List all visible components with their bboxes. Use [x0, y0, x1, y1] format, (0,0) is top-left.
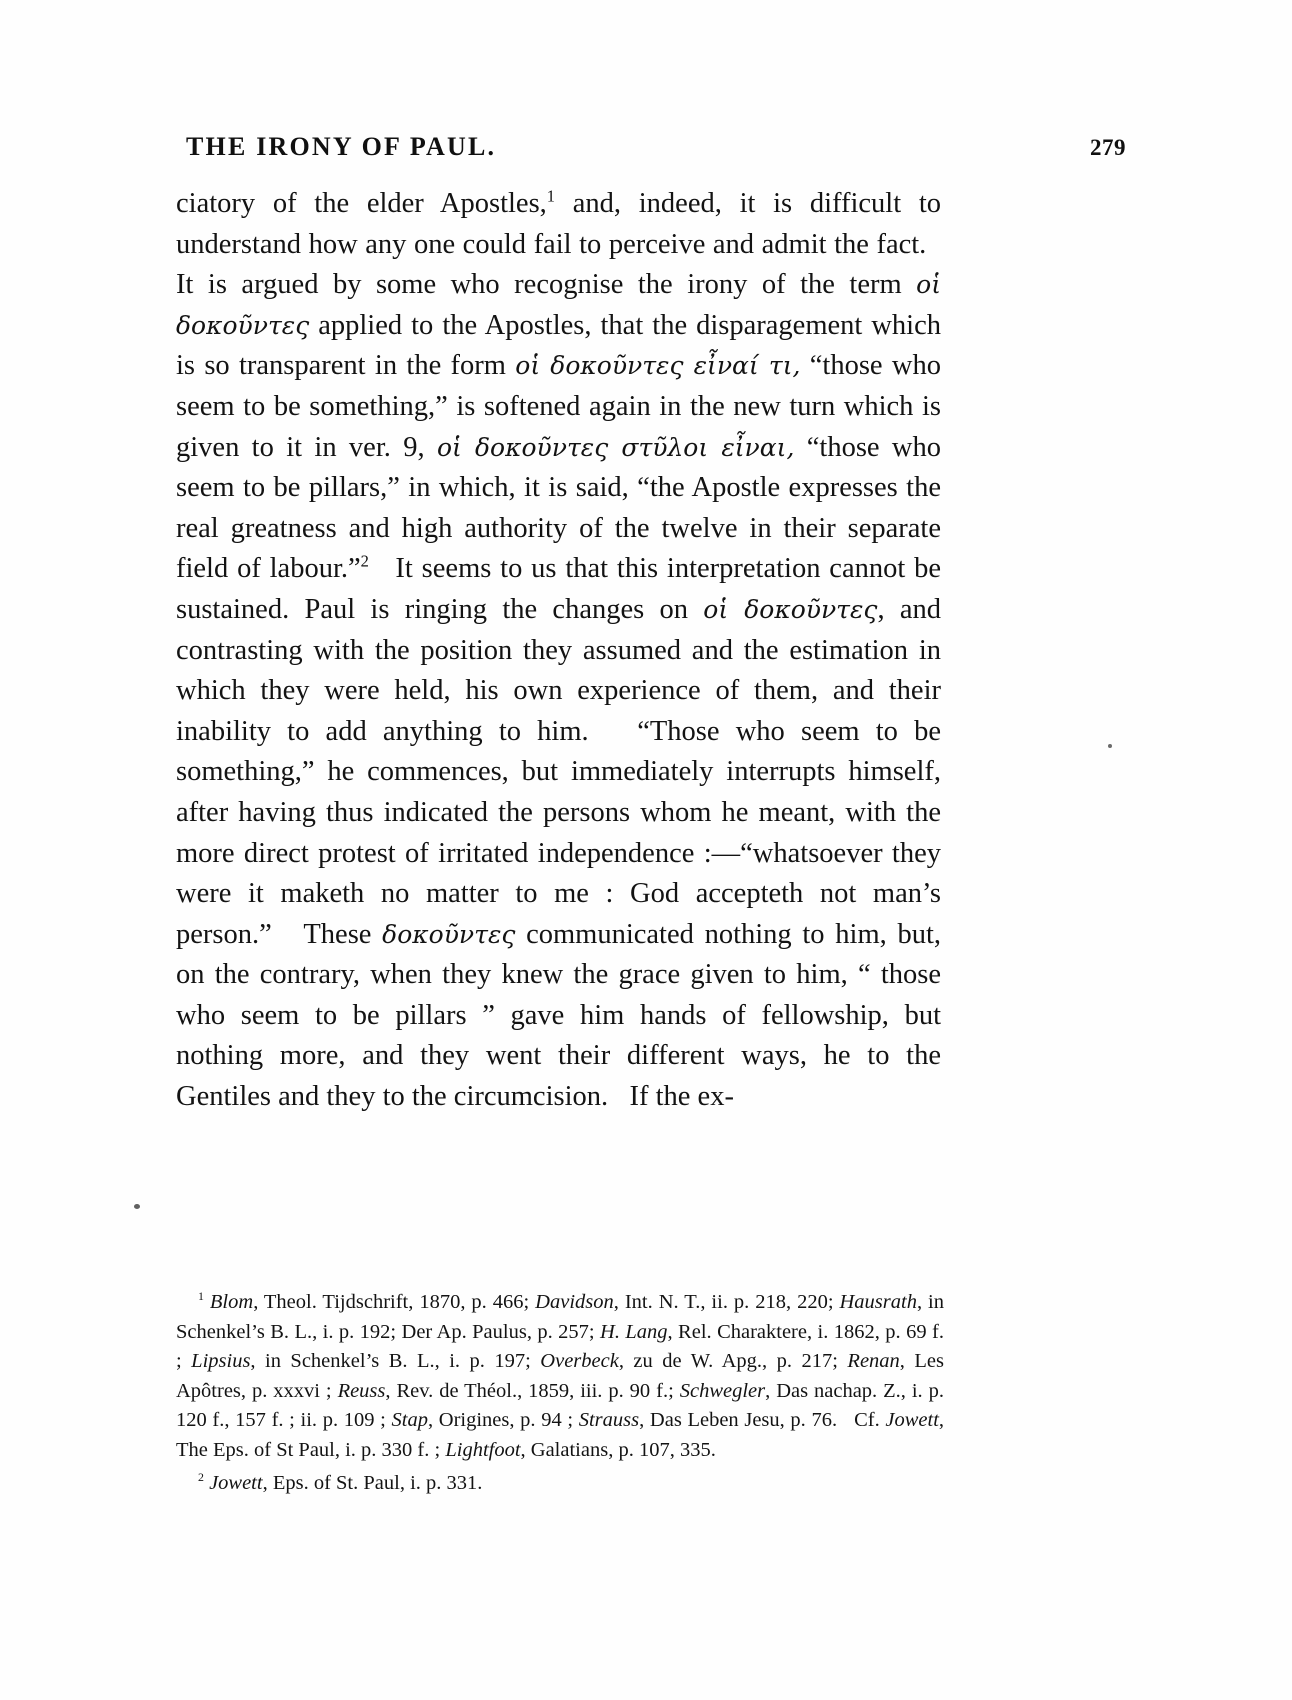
footnote-2: $^2$ Jowett, Eps. of St. Paul, i. p. 331.	[198, 1469, 483, 1494]
footnote-1: $^1$ Blom, Theol. Tijdschrift, 1870, p. 466; Davidson, Int. N. T., ii. p. 218, 220; Hausrath, in Schenkel’s B. L., i. p. 192; Der Ap. Paulus, p. 257; H. Lang, Rel. Charaktere, i. 1862, p. 69 f. ; Lipsius, in Schenkel’s B. L., i. p. 197; Overbeck, zu de W. Apg., p. 217; Renan, Les Apôtres, p. xxxvi ; Reuss, Rev. de Théol., 1859, iii. p. 90 f.; Schwegler, Das nachap. Z., i. p. 120 f., 157 f. ; ii. p. 109 ; Stap, Origines, p. 94 ; Strauss, Das Leben Jesu, p. 76. Cf. Jowett, The Eps. of St Paul, i. p. 330 f. ; Lightfoot, Galatians, p. 107, 335.	[176, 1289, 945, 1461]
page-number: 279	[1090, 135, 1126, 160]
body-text-block	[176, 184, 941, 1118]
scan-speck-right	[1108, 744, 1112, 748]
footnotes-block	[176, 1288, 944, 1498]
running-title: THE IRONY OF PAUL.	[186, 132, 497, 161]
body-paragraph: ciatory of the elder Apostles,$^1$ and, indeed, it is difficult to understand how any one could fail to perceive and admit the fact. It is argued by some who recognise the irony of the term οἱ δοκοῦντες applied to the Apostles, that the disparagement which is so transparent in the form οἱ δοκοῦντες εἶναί τι, “those who seem to be something,” is softened again in the new turn which is given to it in ver. 9, οἱ δοκοῦντες στῦλοι εἶναι, “those who seem to be pillars,” in which, it is said, “the Apostle expresses the real greatness and high authority of the twelve in their separate field of labour.”$^2$ It seems to us that this interpretation cannot be sustained. Paul is ringing the changes on οἱ δοκοῦντες, and contrasting with the position they assumed and the estimation in which they were held, his own experience of them, and their inability to add anything to him. “Those who seem to be something,” he commences, but immediately interrupts himself, after having thus indicated the persons whom he meant, with the more direct protest of irritated independence :—“whatsoever they were it maketh no matter to me : God accepteth not man’s person.” These δοκοῦντες communicated nothing to him, but, on the contrary, when they knew the grace given to him, “ those who seem to be pillars ” gave him hands of fellowship, but nothing more, and they went their different ways, he to the Gentiles and they to the circumcision. If the ex-	[176, 186, 942, 1113]
scan-speck-left	[134, 1204, 140, 1209]
page-header	[186, 132, 1126, 162]
